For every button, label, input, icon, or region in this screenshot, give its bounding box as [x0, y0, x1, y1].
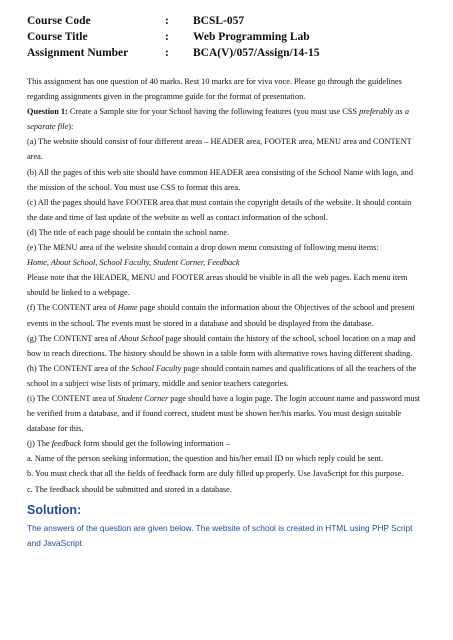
solution-heading: Solution: [27, 502, 82, 517]
course-title-label: Course Title [27, 31, 88, 43]
course-code-label: Course Code [27, 15, 91, 27]
item-g-b: page should contain the history of the school, school location on a map and how to reach directions. The history should be shown in a table form with alternative rows having different shading. [27, 333, 416, 358]
question-paragraph [27, 104, 423, 134]
note-paragraph: Please note that the HEADER, MENU and FOOTER areas should be visible in all the web pages. Each menu item should be linked to a webpage. [27, 273, 408, 298]
item-h-em: School Faculty [131, 363, 182, 373]
item-g-em: About School [119, 333, 164, 343]
solution-text: The answers of the question are given below. The website of school is created in HTML using PHP Script and JavaScript. [27, 522, 413, 548]
course-title-sep: : [165, 31, 169, 43]
item-i-b: page should have a login page. The login account name and password must be verified from a database, and if found correct, student must be shown her/his marks. You must design suitable database for this. [27, 393, 421, 434]
assignment-number-sep: : [165, 47, 169, 59]
item-b: (b) All the pages of this web site should have common HEADER area consisting of the School Name with logo, and the mission of the school. You must use CSS to format this area. [27, 167, 413, 192]
item-h [27, 361, 423, 391]
item-f-b: page should contain the information about the Objectives of the school and present events in the school. The events must be stored in a database and should be displayed from the database. [27, 303, 415, 328]
assignment-number-value: BCA(V)/057/Assign/14-15 [193, 47, 320, 59]
assignment-body [27, 74, 423, 497]
item-j-b: form should get the following information – [81, 439, 230, 449]
item-j-em: feedback [51, 439, 82, 449]
course-code-sep: : [165, 15, 169, 27]
item-f [27, 300, 423, 330]
item-a: (a) The website should consist of four different areas – HEADER area, FOOTER area, MENU area and CONTENT area. [27, 137, 412, 162]
item-g-a: (g) The CONTENT area of [27, 333, 120, 343]
question-text-a: Create a Sample site for your School having the following features (you must use CSS [67, 107, 360, 117]
item-i-em: Student Corner [117, 393, 169, 403]
menu-items-list [27, 255, 423, 270]
question-text-em: preferably as a separate file [27, 107, 409, 132]
item-j-a: (j) The [27, 439, 52, 449]
item-i [27, 391, 423, 436]
item-g [27, 331, 423, 361]
question-text-b: ): [68, 122, 74, 132]
item-h-b: page should contain names and qualifications of all the teachers of the school in a subject wise lists of primary, middle and senior teachers categories. [27, 363, 417, 388]
item-d: (d) The title of each page should be contain the school name. [27, 227, 230, 237]
course-code-value: BCSL-057 [193, 15, 245, 27]
item-f-a: (f) The CONTENT area of [27, 303, 118, 313]
item-i-a: (i) The CONTENT area of [27, 393, 118, 403]
item-j-sub-b: b. You must check that all the fields of feedback form are duly filled up properly. Use JavaScript for this purpose. [27, 469, 404, 479]
item-f-em: Home [117, 303, 138, 313]
assignment-number-label: Assignment Number [27, 47, 129, 59]
question-label: Question 1: [27, 107, 68, 117]
item-j-sub-a: a. Name of the person seeking information, the question and his/her email ID on which reply could be sent. [27, 454, 383, 464]
item-e: (e) The MENU area of the website should contain a drop down menu consisting of following menu items: [27, 243, 379, 253]
item-c: (c) All the pages should have FOOTER area that must contain the copyright details of the website. It should contain the date and time of last update of the website as well as contact information of the school. [27, 197, 412, 222]
item-j [27, 436, 423, 451]
item-h-a: (h) The CONTENT area of the [27, 363, 132, 373]
course-header [27, 14, 423, 60]
item-j-sub-c: c. The feedback should be submitted and stored in a database. [27, 484, 232, 494]
intro-paragraph: This assignment has one question of 40 marks. Rest 10 marks are for viva voce. Please go through the guidelines regarding assignments given in the programme guide for the format of presentation. [27, 77, 402, 102]
menu-items-text: Home, About School, School Faculty, Student Corner, Feedback [27, 258, 240, 268]
course-title-value: Web Programming Lab [193, 31, 310, 43]
